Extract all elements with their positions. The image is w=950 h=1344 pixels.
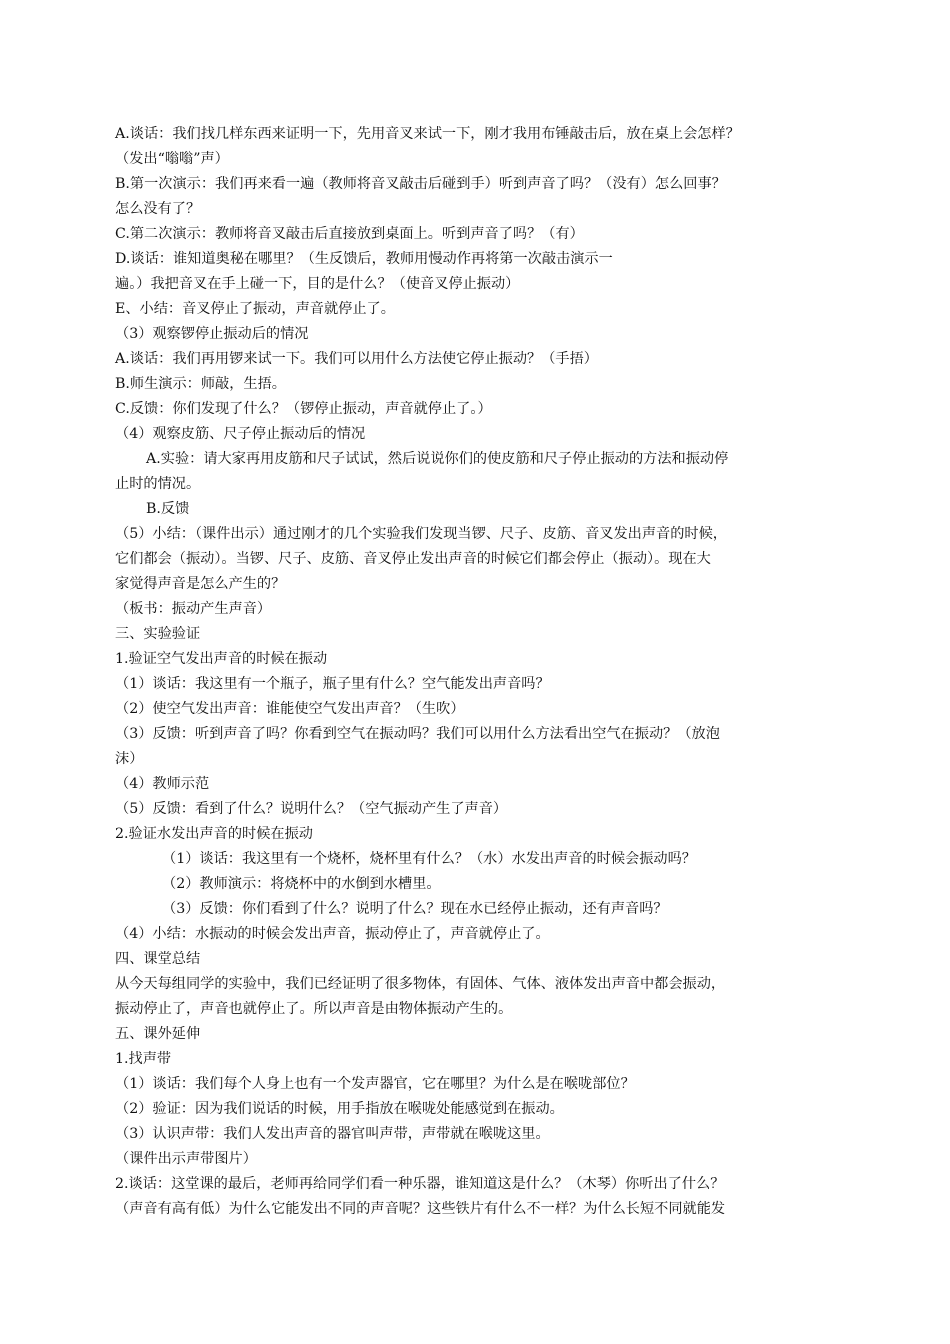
text-line: B.师生演示：师敲，生捂。 — [115, 376, 286, 392]
text-line: 四、课堂总结 — [115, 951, 201, 967]
text-line: 2.验证水发出声音的时候在振动 — [115, 826, 313, 842]
text-line: 从今天每组同学的实验中，我们已经证明了很多物体，有固体、气体、液体发出声音中都会振动， — [115, 976, 726, 992]
text-line: （4）小结：水振动的时候会发出声音，振动停止了，声音就停止了。 — [115, 926, 550, 942]
text-line: （1）谈话：我这里有一个烧杯，烧杯里有什么？（水）水发出声音的时候会振动吗？ — [162, 851, 696, 867]
text-line: 家觉得声音是怎么产生的？ — [115, 576, 286, 592]
text-line: （4）观察皮筋、尺子停止振动后的情况 — [115, 426, 366, 442]
text-line: （2）验证：因为我们说话的时候，用手指放在喉咙处能感觉到在振动。 — [115, 1101, 564, 1117]
text-line: 五、课外延伸 — [115, 1026, 201, 1042]
text-line: B.反馈 — [146, 501, 190, 517]
text-line: （2）使空气发出声音：谁能使空气发出声音？（生吹） — [115, 701, 465, 717]
text-line: （4）教师示范 — [115, 776, 210, 792]
text-line: D.谈话：谁知道奥秘在哪里？（生反馈后，教师用慢动作再将第一次敲击演示一 — [115, 251, 613, 267]
text-line: （1）谈话：我这里有一个瓶子，瓶子里有什么？空气能发出声音吗？ — [115, 676, 550, 692]
text-line: 振动停止了，声音也就停止了。所以声音是由物体振动产生的。 — [115, 1001, 513, 1017]
text-line: C.反馈：你们发现了什么？（锣停止振动，声音就停止了。） — [115, 401, 492, 417]
text-line: （3）观察锣停止振动后的情况 — [115, 326, 309, 342]
text-line: 沫） — [115, 751, 144, 767]
text-line: （3）认识声带：我们人发出声音的器官叫声带，声带就在喉咙这里。 — [115, 1126, 550, 1142]
text-line: C.第二次演示：教师将音叉敲击后直接放到桌面上。听到声音了吗？（有） — [115, 226, 584, 242]
text-line: 止时的情况。 — [115, 476, 201, 492]
document-page — [115, 122, 841, 1222]
text-line: （课件出示声带图片） — [115, 1151, 257, 1167]
text-line: B.第一次演示：我们再来看一遍（教师将音叉敲击后碰到手）听到声音了吗？（没有）怎么回事？ — [115, 176, 726, 192]
text-line: （声音有高有低）为什么它能发出不同的声音呢？这些铁片有什么不一样？为什么长短不同就能发 — [115, 1201, 726, 1217]
text-line: （3）反馈：听到声音了吗？你看到空气在振动吗？我们可以用什么方法看出空气在振动？（放泡 — [115, 726, 720, 742]
text-line: 它们都会（振动）。当锣、尺子、皮筋、音叉停止发出声音的时候它们都会停止（振动）。现在大 — [115, 551, 711, 567]
text-line: A.实验：请大家再用皮筋和尺子试试，然后说说你们的使皮筋和尺子停止振动的方法和振动停 — [146, 451, 729, 467]
text-line: A.谈话：我们再用锣来试一下。我们可以用什么方法使它停止振动？（手捂） — [115, 351, 598, 367]
text-line: （发出“嗡嗡”声） — [115, 151, 229, 167]
text-line: 2.谈话：这堂课的最后，老师再给同学们看一种乐器，谁知道这是什么？（木琴）你听出了什么？ — [115, 1176, 725, 1192]
text-line: A.谈话：我们找几样东西来证明一下，先用音叉来试一下，刚才我用布锤敲击后，放在桌上会怎样？ — [115, 126, 740, 142]
text-line: 怎么没有了？ — [115, 201, 201, 217]
text-line: 1.找声带 — [115, 1051, 172, 1067]
text-line: （2）教师演示：将烧杯中的水倒到水槽里。 — [162, 876, 441, 892]
text-line: （5）小结：（课件出示）通过刚才的几个实验我们发现当锣、尺子、皮筋、音叉发出声音的时候， — [115, 526, 727, 542]
text-line: 1.验证空气发出声音的时候在振动 — [115, 651, 328, 667]
text-line: E、小结：音叉停止了振动，声音就停止了。 — [115, 301, 395, 317]
text-line: （3）反馈：你们看到了什么？说明了什么？现在水已经停止振动，还有声音吗？ — [162, 901, 668, 917]
text-line: （板书：振动产生声音） — [115, 601, 272, 617]
text-line: 三、实验验证 — [115, 626, 201, 642]
text-line: 遍。）我把音叉在手上碰一下，目的是什么？（使音叉停止振动） — [115, 276, 520, 292]
text-line: （5）反馈：看到了什么？说明什么？（空气振动产生了声音） — [115, 801, 508, 817]
text-line: （1）谈话：我们每个人身上也有一个发声器官，它在哪里？为什么是在喉咙部位？ — [115, 1076, 635, 1092]
